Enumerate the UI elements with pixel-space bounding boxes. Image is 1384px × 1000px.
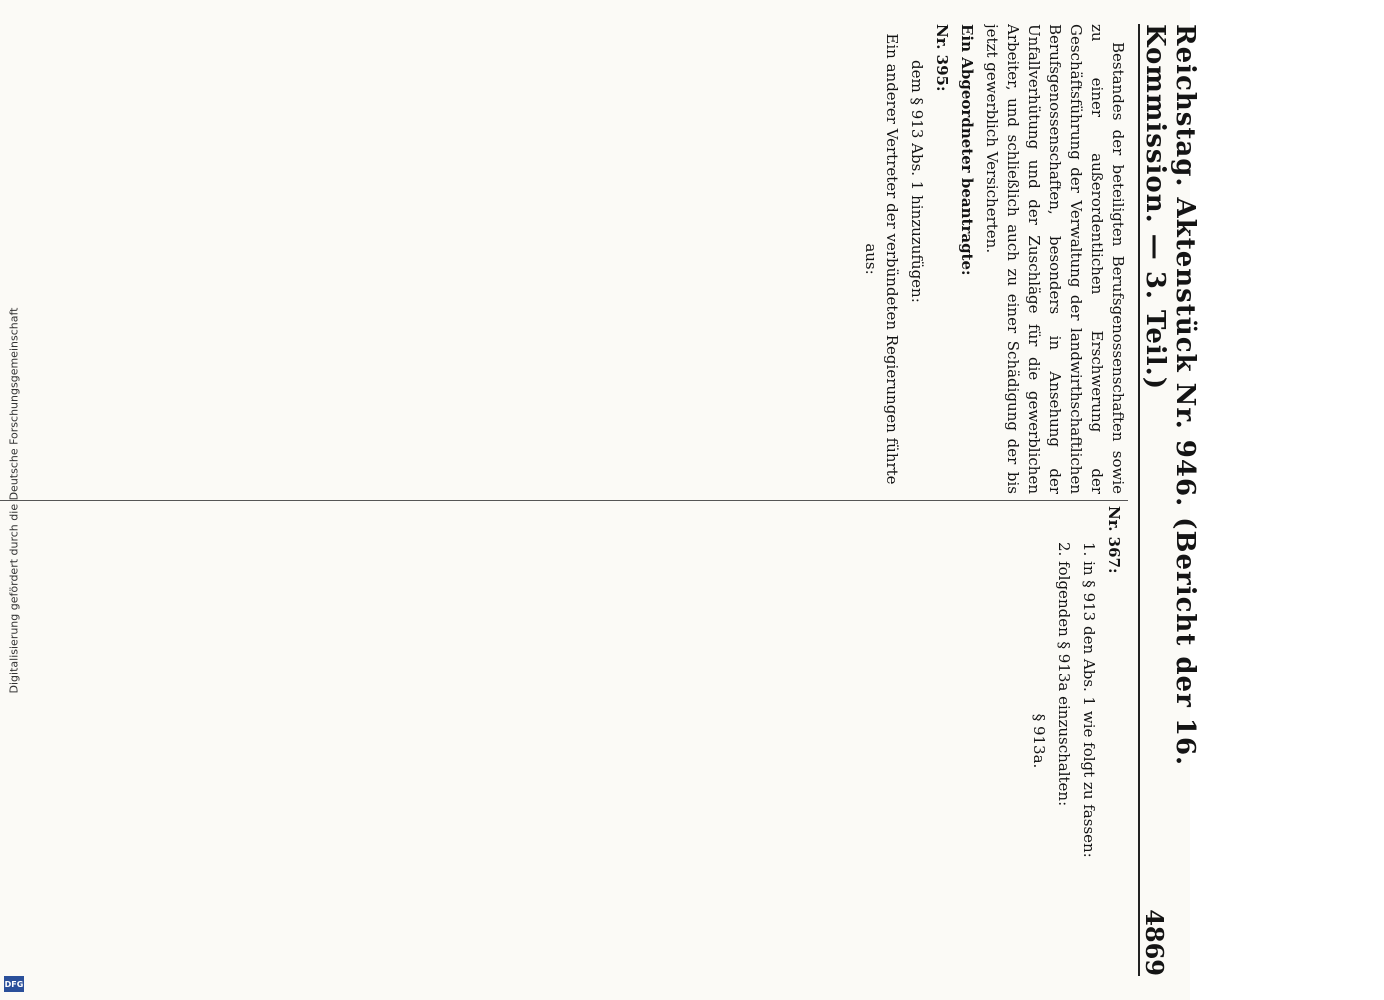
page-number: 4869 <box>1140 909 1169 976</box>
section-heading: Ein Abgeordneter beantragte: <box>958 24 976 276</box>
section-number: § 913a. <box>1030 713 1048 769</box>
side-note <box>0 0 28 1000</box>
paragraph: Bestandes der beteiligten Berufsgenossenschaften sowie zu einer außerordentlichen Erschwerung der Geschäftsführung der Verwaltung der landwirthschaftlichen Berufsgenossenschaften, besonders in Ansehung der Unfallverhütung und der Zuschläge für die gewerblichen Arbeiter, und schließlich auch zu einer Schädigung der bis jetzt gewerblich Versicherten. <box>983 24 1127 494</box>
list-item: 1. in § 913 den Abs. 1 wie folgt zu fassen: <box>1080 542 1098 858</box>
column-divider <box>0 500 1128 501</box>
paragraph: dem § 913 Abs. 1 hinzuzufügen: <box>908 60 926 303</box>
funding-note: Digitalisierung gefördert durch die Deutsche Forschungsgemeinschaft <box>7 307 21 693</box>
motion-number: Nr. 367: <box>1105 506 1123 574</box>
page-header <box>1138 24 1200 976</box>
motion-number: Nr. 395: <box>933 24 951 92</box>
left-column <box>0 24 1128 494</box>
paragraph: Ein anderer Vertreter der verbündeten Regierungen führte aus: <box>862 33 901 485</box>
page-title: Reichstag. Aktenstück Nr. 946. (Bericht der 16. Kommission. — 3. Teil.) <box>1140 24 1200 767</box>
list-item: 2. folgenden § 913a einzuschalten: <box>1055 542 1073 807</box>
dfg-logo: DFG <box>4 976 24 992</box>
right-column <box>0 506 1128 976</box>
